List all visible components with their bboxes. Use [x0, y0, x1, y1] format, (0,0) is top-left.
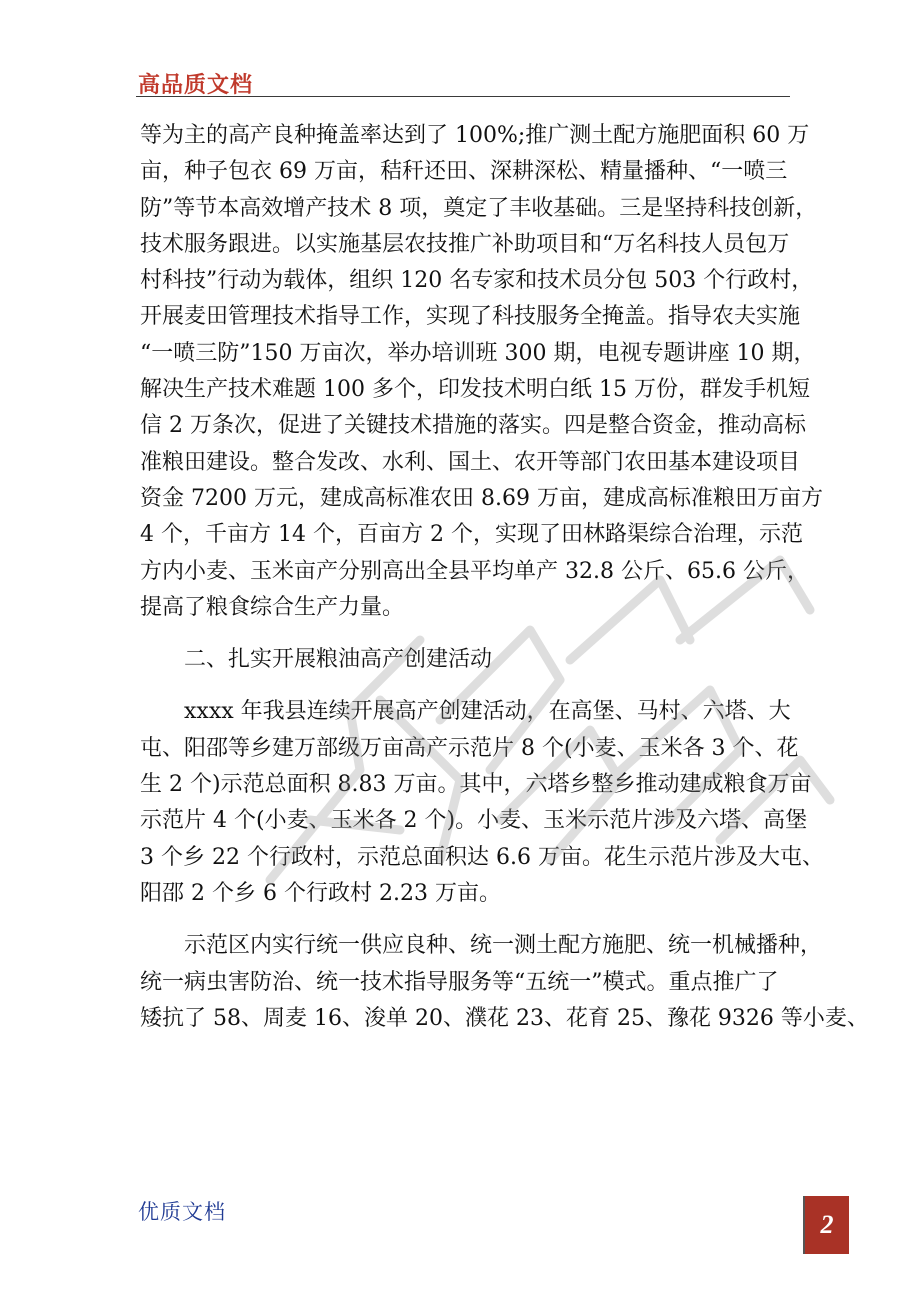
text-line: 解决生产技术难题 100 多个，印发技术明白纸 15 万份，群发手机短 — [140, 377, 810, 403]
page-number: 2 — [820, 1210, 834, 1239]
text-line: 信 2 万条次，促进了关键技术措施的落实。四是整合资金，推动高标 — [140, 413, 806, 439]
text-line: 4 个，千亩方 14 个，百亩方 2 个，实现了田林路渠综合治理，示范 — [140, 522, 803, 548]
text-line: 资金 7200 万元，建成高标准农田 8.69 万亩，建成高标准粮田万亩方 — [140, 485, 823, 511]
header-divider — [136, 96, 790, 97]
text-line: 示范片 4 个(小麦、玉米各 2 个)。小麦、玉米示范片涉及六塔、高堡 — [140, 808, 808, 834]
text-line: 统一病虫害防治、统一技术指导服务等“五统一”模式。重点推广了 — [140, 969, 779, 995]
text-line: 方内小麦、玉米亩产分别高出全县平均单产 32.8 公斤、65.6 公斤， — [140, 558, 809, 584]
text-line: 防”等节本高效增产技术 8 项，奠定了丰收基础。三是坚持科技创新， — [140, 195, 818, 221]
document-body — [140, 118, 869, 1037]
section-heading: 二、扎实开展粮油高产创建活动 — [184, 647, 493, 673]
paragraph-3 — [140, 928, 869, 1037]
paragraph-2 — [140, 694, 824, 912]
text-line: 村科技”行动为载体，组织 120 名专家和技术员分包 503 个行政村， — [140, 268, 814, 294]
text-line: 生 2 个)示范总面积 8.83 万亩。其中，六塔乡整乡推动建成粮食万亩 — [140, 772, 812, 798]
text-line: 示范区内实行统一供应良种、统一测土配方施肥、统一机械播种， — [184, 933, 823, 959]
page-number-badge — [805, 1196, 849, 1254]
text-line: 技术服务跟进。以实施基层农技推广补助项目和“万名科技人员包万 — [140, 231, 790, 257]
text-line: “一喷三防”150 万亩次，举办培训班 300 期，电视专题讲座 10 期， — [140, 340, 816, 366]
text-line: 准粮田建设。整合发改、水利、国土、农开等部门农田基本建设项目 — [140, 449, 801, 475]
text-line: 矮抗了 58、周麦 16、浚单 20、濮花 23、花育 25、豫花 9326 等小麦、 — [140, 1005, 869, 1031]
text-line: 等为主的高产良种掩盖率达到了 100%;推广测土配方施肥面积 60 万 — [140, 123, 810, 148]
footer-title: 优质文档 — [138, 1200, 226, 1224]
text-line: 开展麦田管理技术指导工作，实现了科技服务全掩盖。指导农夫实施 — [140, 304, 801, 330]
text-line: 阳邵 2 个乡 6 个行政村 2.23 万亩。 — [140, 880, 501, 906]
header-title: 高品质文档 — [138, 73, 254, 98]
text-line: 亩，种子包衣 69 万亩，秸秆还田、深耕深松、精量播种、“一喷三 — [140, 159, 788, 185]
text-line: 提高了粮食综合生产力量。 — [140, 594, 405, 620]
text-line: xxxx 年我县连续开展高产创建活动，在高堡、马村、六塔、大 — [184, 699, 791, 725]
text-line: 屯、阳邵等乡建万部级万亩高产示范片 8 个(小麦、玉米各 3 个、花 — [140, 735, 799, 761]
paragraph-1 — [140, 118, 823, 626]
text-line: 3 个乡 22 个行政村，示范总面积达 6.6 万亩。花生示范片涉及大屯、 — [140, 844, 824, 870]
